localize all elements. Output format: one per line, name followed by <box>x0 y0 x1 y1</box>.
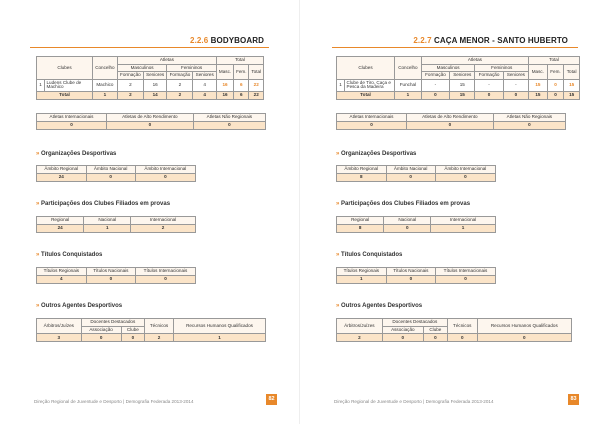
col-non-regional-athletes: Atletas Não Regionais <box>493 114 565 122</box>
col-total-total: Total <box>564 65 580 80</box>
col-internacional: Âmbito Internacional <box>135 166 195 174</box>
total-fem-formacao: 0 <box>475 92 503 100</box>
col-arbitros: Árbitros/Juízes <box>37 319 82 334</box>
col-masc-formacao: Formação <box>421 72 449 79</box>
val-nacional: 1 <box>84 225 131 233</box>
col-intl-athletes: Atletas Internacionais <box>337 114 407 122</box>
col-docentes: Docentes Destacados <box>81 319 144 327</box>
section-name: CAÇA MENOR - SANTO HUBERTO <box>433 36 568 45</box>
total-total: 22 <box>249 92 264 100</box>
val-non-regional-athletes: 0 <box>193 122 265 130</box>
col-nacional: Âmbito Nacional <box>86 166 135 174</box>
titles-section-title: Títulos Conquistados <box>341 252 403 258</box>
col-atletas: Atletas <box>117 57 216 65</box>
total-fem-seniores: 4 <box>193 92 216 100</box>
part-section-heading: » Participações dos Clubes Filiados em provas <box>336 201 471 207</box>
section-name: BODYBOARD <box>210 36 264 45</box>
val-high-perf-athletes: 0 <box>106 122 193 130</box>
agents-table <box>36 318 266 342</box>
total-total: 15 <box>564 92 580 100</box>
org-section-title: Organizações Desportivas <box>341 151 417 157</box>
val-high-perf-athletes: 0 <box>406 122 493 130</box>
right-page <box>300 0 600 424</box>
col-titulos-nacionais: Títulos Nacionais <box>86 268 135 276</box>
row-index: 1 <box>337 79 345 91</box>
title-rule <box>30 47 269 48</box>
col-recursos-humanos: Recursos Humanos Qualificados <box>174 319 266 334</box>
cell-fem-seniores: - <box>503 79 528 91</box>
col-tecnicos: Técnicos <box>145 319 174 334</box>
col-masc-formacao: Formação <box>117 72 143 79</box>
total-masc-formacao: 2 <box>117 92 143 100</box>
title-rule <box>332 47 578 48</box>
total-masc-formacao: 0 <box>421 92 449 100</box>
val-clube: 0 <box>121 334 144 342</box>
total-fem: 6 <box>234 92 249 100</box>
cell-fem-formacao: 2 <box>167 79 193 91</box>
col-fem-seniores: Seniores <box>193 72 216 79</box>
footer-text: Direção Regional de Juventude e Desporto | Demografia Federada 2013-2014 <box>334 399 494 404</box>
val-tecnicos: 2 <box>145 334 174 342</box>
col-regional: Âmbito Regional <box>37 166 87 174</box>
col-regional: Regional <box>37 217 84 225</box>
total-masc: 15 <box>529 92 548 100</box>
section-number: 2.2.6 <box>190 36 209 45</box>
col-internacional: Internacional <box>131 217 196 225</box>
col-tecnicos: Técnicos <box>447 319 477 334</box>
col-clubes: Clubes <box>337 57 395 80</box>
col-regional: Âmbito Regional <box>337 166 387 174</box>
total-count: 1 <box>395 92 422 100</box>
cell-fem-formacao: - <box>475 79 503 91</box>
val-internacional: 1 <box>431 225 496 233</box>
val-regional: 8 <box>337 174 387 182</box>
cell-fem-seniores: 4 <box>193 79 216 91</box>
agents-section-heading: » Outros Agentes Desportivos <box>36 303 123 309</box>
col-total-masc: Masc. <box>216 65 233 80</box>
val-recursos-humanos: 0 <box>477 334 571 342</box>
col-total-fem: Fem. <box>547 65 564 80</box>
participation-table <box>336 216 496 233</box>
col-associacao: Associação <box>382 327 423 334</box>
club-name: Ludens Clube de Machico <box>45 79 93 91</box>
col-arbitros: Árbitros/Juízes <box>337 319 383 334</box>
col-titulos-internacionais: Títulos Internacionais <box>436 268 496 276</box>
val-internacional: 2 <box>131 225 196 233</box>
part-section-title: Participações dos Clubes Filiados em provas <box>41 201 171 207</box>
val-titulos-nacionais: 0 <box>86 276 135 284</box>
athletes-type-table <box>336 113 566 130</box>
col-clube: Clube <box>121 327 144 334</box>
val-titulos-regionais: 4 <box>37 276 87 284</box>
val-intl-athletes: 0 <box>337 122 407 130</box>
footer-text: Direção Regional de Juventude e Desporto | Demografia Federada 2013-2014 <box>34 399 194 404</box>
col-total: Total <box>529 57 580 65</box>
agents-table <box>336 318 572 342</box>
val-regional: 24 <box>37 225 84 233</box>
col-nacional: Nacional <box>84 217 131 225</box>
section-number: 2.2.7 <box>413 36 432 45</box>
cell-masc-seniores: 15 <box>450 79 475 91</box>
total-fem-formacao: 2 <box>167 92 193 100</box>
cell-total-total: 22 <box>249 79 264 91</box>
cell-masc-formacao: - <box>421 79 449 91</box>
agents-section-title: Outros Agentes Desportivos <box>341 303 423 309</box>
athletes-type-table <box>36 113 266 130</box>
total-masc-seniores: 15 <box>450 92 475 100</box>
val-regional: 8 <box>337 225 384 233</box>
total-label: Total <box>337 92 395 100</box>
val-arbitros: 3 <box>37 334 82 342</box>
val-intl-athletes: 0 <box>37 122 107 130</box>
col-regional: Regional <box>337 217 384 225</box>
col-atletas: Atletas <box>421 57 528 65</box>
section-title <box>413 36 568 45</box>
col-femininos: Femininos <box>475 65 529 72</box>
col-titulos-regionais: Títulos Regionais <box>337 268 387 276</box>
col-clubes: Clubes <box>37 57 93 80</box>
val-tecnicos: 0 <box>447 334 477 342</box>
page-number: 83 <box>568 394 579 405</box>
val-associacao: 0 <box>81 334 121 342</box>
org-section-title: Organizações Desportivas <box>41 151 117 157</box>
page-number: 82 <box>266 394 277 405</box>
val-regional: 24 <box>37 174 87 182</box>
col-concelho: Concelho <box>395 57 422 80</box>
titles-section-heading: » Títulos Conquistados <box>336 252 403 258</box>
org-table <box>336 165 496 182</box>
col-fem-formacao: Formação <box>475 72 503 79</box>
col-masc-seniores: Seniores <box>450 72 475 79</box>
col-high-perf-athletes: Atletas de Alto Rendimento <box>106 114 193 122</box>
club-concelho: Machico <box>93 79 118 91</box>
col-titulos-regionais: Títulos Regionais <box>37 268 87 276</box>
row-index: 1 <box>37 79 45 91</box>
val-internacional: 0 <box>135 174 195 182</box>
col-total-masc: Masc. <box>529 65 548 80</box>
val-associacao: 0 <box>382 334 423 342</box>
cell-total-masc: 15 <box>529 79 548 91</box>
col-total-total: Total <box>249 65 264 80</box>
col-titulos-internacionais: Títulos Internacionais <box>136 268 196 276</box>
val-internacional: 0 <box>435 174 495 182</box>
total-count: 1 <box>93 92 118 100</box>
col-total: Total <box>216 57 263 65</box>
col-total-fem: Fem. <box>234 65 249 80</box>
col-concelho: Concelho <box>93 57 118 80</box>
val-nacional: 0 <box>386 174 435 182</box>
titles-table <box>36 267 196 284</box>
cell-masc-formacao: 2 <box>117 79 143 91</box>
org-table <box>36 165 196 182</box>
total-fem: 0 <box>547 92 564 100</box>
val-nacional: 0 <box>86 174 135 182</box>
val-arbitros: 2 <box>337 334 383 342</box>
part-section-title: Participações dos Clubes Filiados em provas <box>341 201 471 207</box>
agents-section-heading: » Outros Agentes Desportivos <box>336 303 423 309</box>
part-section-heading: » Participações dos Clubes Filiados em provas <box>36 201 171 207</box>
total-row <box>337 92 580 100</box>
total-label: Total <box>37 92 93 100</box>
col-masculinos: Masculinos <box>117 65 167 72</box>
cell-total-masc: 16 <box>216 79 233 91</box>
col-docentes: Docentes Destacados <box>382 319 447 327</box>
val-non-regional-athletes: 0 <box>493 122 565 130</box>
cell-total-fem: 6 <box>234 79 249 91</box>
agents-section-title: Outros Agentes Desportivos <box>41 303 123 309</box>
col-intl-athletes: Atletas Internacionais <box>37 114 107 122</box>
val-clube: 0 <box>423 334 447 342</box>
athletes-by-club-table <box>336 56 580 100</box>
total-fem-seniores: 0 <box>503 92 528 100</box>
col-titulos-nacionais: Títulos Nacionais <box>386 268 435 276</box>
titles-table <box>336 267 496 284</box>
club-concelho: Funchal <box>395 79 422 91</box>
col-femininos: Femininos <box>167 65 217 72</box>
col-masculinos: Masculinos <box>421 65 475 72</box>
col-high-perf-athletes: Atletas de Alto Rendimento <box>406 114 493 122</box>
cell-total-total: 15 <box>564 79 580 91</box>
col-associacao: Associação <box>81 327 121 334</box>
val-titulos-internacionais: 0 <box>136 276 196 284</box>
org-section-heading: » Organizações Desportivas <box>36 151 117 157</box>
total-row <box>37 92 264 100</box>
col-internacional: Internacional <box>431 217 496 225</box>
section-title <box>190 36 264 45</box>
col-recursos-humanos: Recursos Humanos Qualificados <box>477 319 571 334</box>
participation-table <box>36 216 196 233</box>
val-recursos-humanos: 1 <box>174 334 266 342</box>
titles-section-title: Títulos Conquistados <box>41 252 103 258</box>
val-titulos-regionais: 1 <box>337 276 387 284</box>
table-row <box>337 79 580 91</box>
val-nacional: 0 <box>384 225 431 233</box>
col-internacional: Âmbito Internacional <box>435 166 495 174</box>
cell-total-fem: 0 <box>547 79 564 91</box>
titles-section-heading: » Títulos Conquistados <box>36 252 103 258</box>
val-titulos-nacionais: 0 <box>386 276 435 284</box>
club-name: Clube de Tiro, Caça e Pesca da Madeira <box>345 79 395 91</box>
col-nacional: Nacional <box>384 217 431 225</box>
col-masc-seniores: Seniores <box>143 72 166 79</box>
col-clube: Clube <box>423 327 447 334</box>
org-section-heading: » Organizações Desportivas <box>336 151 417 157</box>
col-non-regional-athletes: Atletas Não Regionais <box>193 114 265 122</box>
val-titulos-internacionais: 0 <box>436 276 496 284</box>
total-masc-seniores: 14 <box>143 92 166 100</box>
col-fem-formacao: Formação <box>167 72 193 79</box>
table-row <box>37 79 264 91</box>
col-fem-seniores: Seniores <box>503 72 528 79</box>
total-masc: 16 <box>216 92 233 100</box>
cell-masc-seniores: 16 <box>143 79 166 91</box>
athletes-by-club-table <box>36 56 264 100</box>
col-nacional: Âmbito Nacional <box>386 166 435 174</box>
